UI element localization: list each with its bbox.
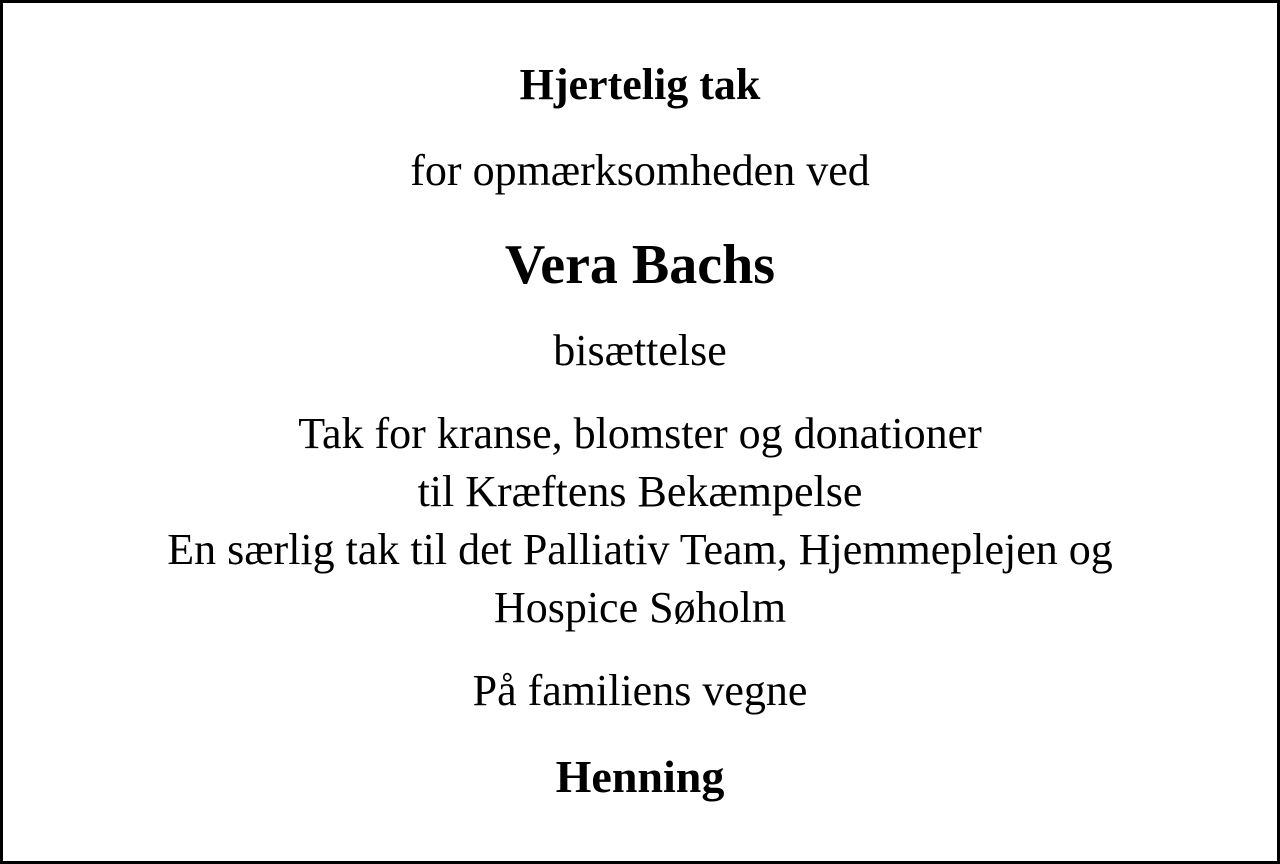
message-line: Tak for kranse, blomster og donationer bbox=[298, 409, 982, 458]
ceremony-type: bisættelse bbox=[553, 326, 727, 375]
thank-you-message bbox=[3, 405, 1277, 637]
notice-heading: Hjertelig tak bbox=[519, 60, 761, 109]
deceased-name: Vera Bachs bbox=[504, 234, 776, 296]
signature: Henning bbox=[555, 751, 725, 802]
message-line: Hospice Søholm bbox=[493, 583, 787, 632]
notice-occasion: for opmærksomheden ved bbox=[410, 146, 870, 195]
on-behalf-line: På familiens vegne bbox=[472, 666, 808, 715]
message-line: En særlig tak til det Palliativ Team, Hjemmeplejen og bbox=[167, 525, 1113, 574]
message-line: til Kræftens Bekæmpelse bbox=[417, 467, 863, 516]
